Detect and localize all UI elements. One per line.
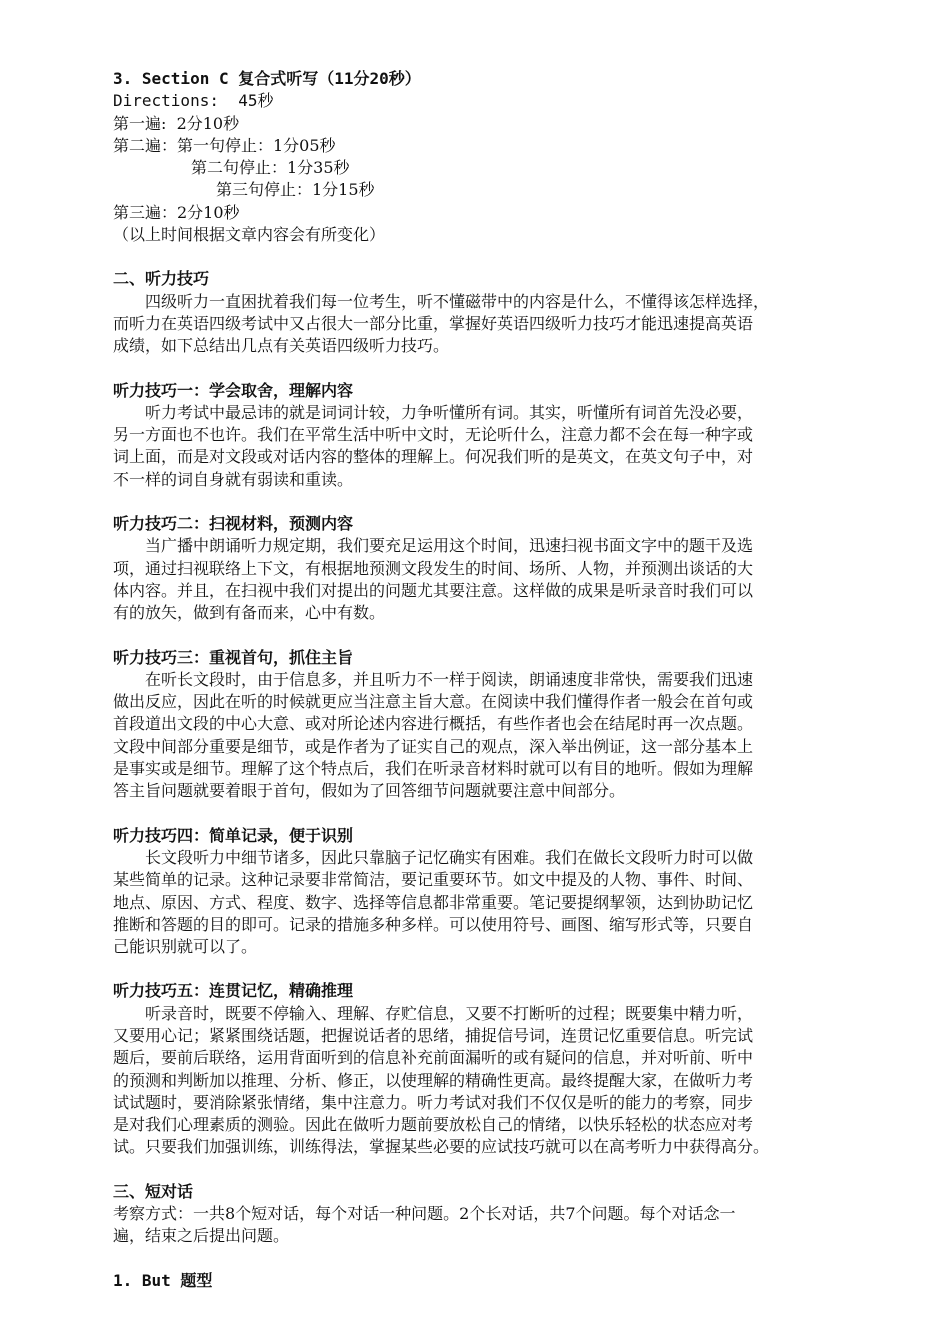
short-dialogs-line: 考察方式：一共8个短对话，每个对话一种问题。2个长对话，共7个问题。每个对话念一: [113, 1204, 736, 1224]
but-type-heading: 1. But 题型: [113, 1270, 213, 1290]
tip3-line: 是事实或是细节。理解了这个特点后，我们在听录音材料时就可以有目的地听。假如为理解: [113, 759, 754, 779]
skills-intro-line: 四级听力一直困扰着我们每一位考生，听不懂磁带中的内容是什么，不懂得该怎样选择，: [113, 291, 770, 311]
skills-intro-line: 成绩，如下总结出几点有关英语四级听力技巧。: [113, 336, 450, 356]
skills-intro-line: 而听力在英语四级考试中又占很大一部分比重，掌握好英语四级听力技巧才能迅速提高英语: [113, 313, 754, 333]
tip3-line: 在听长文段时，由于信息多，并且听力不一样于阅读，朗诵速度非常快，需要我们迅速: [113, 669, 754, 689]
tip3-line: 做出反应，因此在听的时候就更应当注意主旨大意。在阅读中我们懂得作者一般会在首句或: [113, 692, 754, 712]
short-dialogs-line: 遍，结束之后提出问题。: [113, 1226, 290, 1246]
tip2-title: 听力技巧二：扫视材料，预测内容: [113, 514, 354, 534]
section-c-heading: 3. Section C 复合式听写（11分20秒）: [113, 69, 421, 88]
first-pass-time: 第一遍: 2分10秒: [113, 113, 240, 133]
tip3-line: 文段中间部分重要是细节，或是作者为了证实自己的观点，深入举出例证，这一部分基本上: [113, 736, 754, 756]
second-pass-time: 第二遍：第一句停止：1分05秒: [113, 135, 336, 155]
tip5-line: 试试题时，要消除紧张情绪，集中注意力。听力考试对我们不仅仅是听的能力的考察，同步: [113, 1092, 754, 1112]
tip1-line: 词上面，而是对文段或对话内容的整体的理解上。何况我们听的是英文，在英文句子中，对: [113, 447, 754, 467]
tip4-line: 长文段听力中细节诸多，因此只靠脑子记忆确实有困难。我们在做长文段听力时可以做: [113, 847, 754, 867]
tip4-title: 听力技巧四：简单记录，便于识别: [113, 825, 354, 845]
skills-heading: 二、听力技巧: [113, 269, 210, 289]
tip5-line: 是对我们心理素质的测验。因此在做听力题前要放松自己的情绪，以快乐轻松的状态应对考: [113, 1115, 754, 1135]
tip1-title: 听力技巧一：学会取舍，理解内容: [113, 380, 354, 400]
tip4-line: 己能识别就可以了。: [113, 937, 258, 957]
tip5-line: 又要用心记；紧紧围绕话题，把握说话者的思绪，捕捉信号词，连贯记忆重要信息。听完试: [113, 1025, 754, 1045]
tip2-line: 体内容。并且，在扫视中我们对提出的问题尤其要注意。这样做的成果是听录音时我们可以: [113, 580, 754, 600]
tip4-line: 某些简单的记录。这种记录要非常简洁，要记重要环节。如文中提及的人物、事件、时间、: [113, 870, 754, 890]
third-pass-time: 第三遍：2分10秒: [113, 202, 240, 222]
tip3-line: 首段道出文段的中心大意、或对所论述内容进行概括，有些作者也会在结尾时再一次点题。: [113, 714, 754, 734]
tip4-line: 地点、原因、方式、程度、数字、选择等信息都非常重要。笔记要提纲挈领，达到协助记忆: [113, 892, 754, 912]
tip3-line: 答主旨问题就要着眼于首句，假如为了回答细节问题就要注意中间部分。: [113, 781, 626, 801]
tip2-line: 有的放矢，做到有备而来，心中有数。: [113, 603, 386, 623]
tip1-line: 不一样的词自身就有弱读和重读。: [113, 469, 354, 489]
time-note: （以上时间根据文章内容会有所变化）: [113, 225, 386, 245]
tip3-title: 听力技巧三：重视首句，抓住主旨: [113, 647, 354, 667]
tip1-line: 听力考试中最忌讳的就是词词计较，力争听懂所有词。其实，听懂所有词首先没必要，: [113, 402, 754, 422]
tip5-line: 的预测和判断加以推理、分析、修正，以使理解的精确性更高。最终提醒大家，在做听力考: [113, 1070, 754, 1090]
document-page: [113, 68, 898, 1292]
tip5-title: 听力技巧五：连贯记忆，精确推理: [113, 981, 354, 1001]
second-pass-stop-3: 第三句停止：1分15秒: [216, 180, 375, 200]
tip2-line: 当广播中朗诵听力规定期，我们要充足运用这个时间，迅速扫视书面文字中的题干及选: [113, 536, 754, 556]
tip5-line: 题后，要前后联络，运用背面听到的信息补充前面漏听的或有疑问的信息，并对听前、听中: [113, 1048, 754, 1068]
tip5-line: 听录音时，既要不停输入、理解、存贮信息，又要不打断听的过程；既要集中精力听，: [113, 1003, 754, 1023]
tip4-line: 推断和答题的目的即可。记录的措施多种多样。可以使用符号、画图、缩写形式等，只要自: [113, 914, 754, 934]
short-dialogs-heading: 三、短对话: [113, 1181, 194, 1201]
second-pass-stop-2: 第二句停止：1分35秒: [191, 158, 350, 178]
tip5-line: 试。只要我们加强训练，训练得法，掌握某些必要的应试技巧就可以在高考听力中获得高分。: [113, 1137, 770, 1157]
directions-time: Directions: 45秒: [113, 91, 274, 111]
tip1-line: 另一方面也不也许。我们在平常生活中听中文时，无论听什么，注意力都不会在每一种字或: [113, 425, 754, 445]
tip2-line: 项，通过扫视联络上下文，有根据地预测文段发生的时间、场所、人物，并预测出谈话的大: [113, 558, 754, 578]
